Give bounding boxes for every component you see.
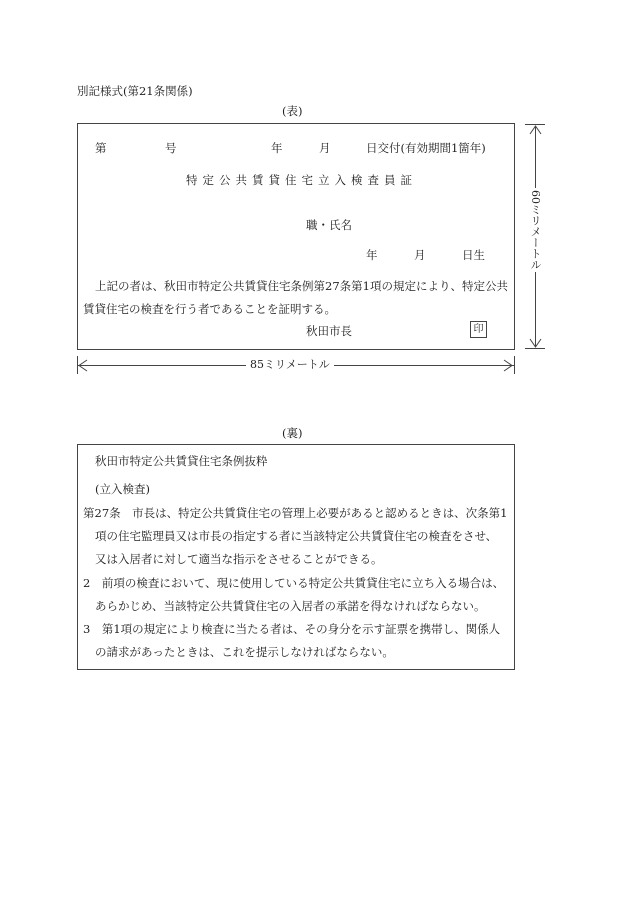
arrow-up-icon xyxy=(529,125,542,135)
arrow-left-icon xyxy=(78,359,88,372)
position-name-label: 職・氏名 xyxy=(306,218,352,232)
article-line-4: 2 前項の検査において、現に使用している特定公共賃貸住宅に立ち入る場合は、 xyxy=(83,576,505,590)
card-title: 特定公共賃貸住宅立入検査員証 xyxy=(186,173,417,187)
article-line-7: の請求があったときは、これを提示しなければならない。 xyxy=(95,645,394,659)
section-title: (立入検査) xyxy=(95,482,150,496)
back-heading: (裏) xyxy=(282,426,303,440)
arrow-down-icon xyxy=(529,338,542,348)
birth-month: 月 xyxy=(414,248,426,262)
certification-line-1: 上記の者は、秋田市特定公共賃貸住宅条例第27条第1項の規定により、特定公共 xyxy=(95,279,508,293)
seal-mark: 印 xyxy=(470,321,487,338)
height-tick-bottom xyxy=(525,348,545,349)
issuer: 秋田市長 xyxy=(306,324,352,338)
form-label: 別記様式(第21条関係) xyxy=(77,84,193,98)
article-line-5: あらかじめ、当該特定公共賃貸住宅の入居者の承諾を得なければならない。 xyxy=(95,599,486,613)
birth-year: 年 xyxy=(366,248,378,262)
birth-day: 日生 xyxy=(462,248,485,262)
height-label: 60ミリメートル xyxy=(529,190,542,270)
front-heading: (表) xyxy=(282,104,303,118)
excerpt-title: 秋田市特定公共賃貸住宅条例抜粋 xyxy=(95,454,268,468)
width-tick-right xyxy=(514,356,515,374)
issue-month: 月 xyxy=(319,141,331,155)
article-line-1: 第27条 市長は、特定公共賃貸住宅の管理上必要があると認めるときは、次条第1 xyxy=(83,506,508,520)
issue-year: 年 xyxy=(271,141,283,155)
arrow-right-icon xyxy=(503,359,513,372)
width-label: 85ミリメートル xyxy=(246,358,334,372)
number-suffix: 号 xyxy=(165,141,177,155)
certification-line-2: 賃貸住宅の検査を行う者であることを証明する。 xyxy=(83,302,336,316)
article-line-3: 又は入居者に対して適当な指示をさせることができる。 xyxy=(95,552,383,566)
article-line-2: 項の住宅監理員又は市長の指定する者に当該特定公共賃貸住宅の検査をさせ、 xyxy=(95,529,498,543)
issue-day-validity: 日交付(有効期間1箇年) xyxy=(366,141,486,155)
article-line-6: 3 第1項の規定により検査に当たる者は、その身分を示す証票を携帯し、関係人 xyxy=(83,622,501,636)
number-prefix: 第 xyxy=(95,141,107,155)
